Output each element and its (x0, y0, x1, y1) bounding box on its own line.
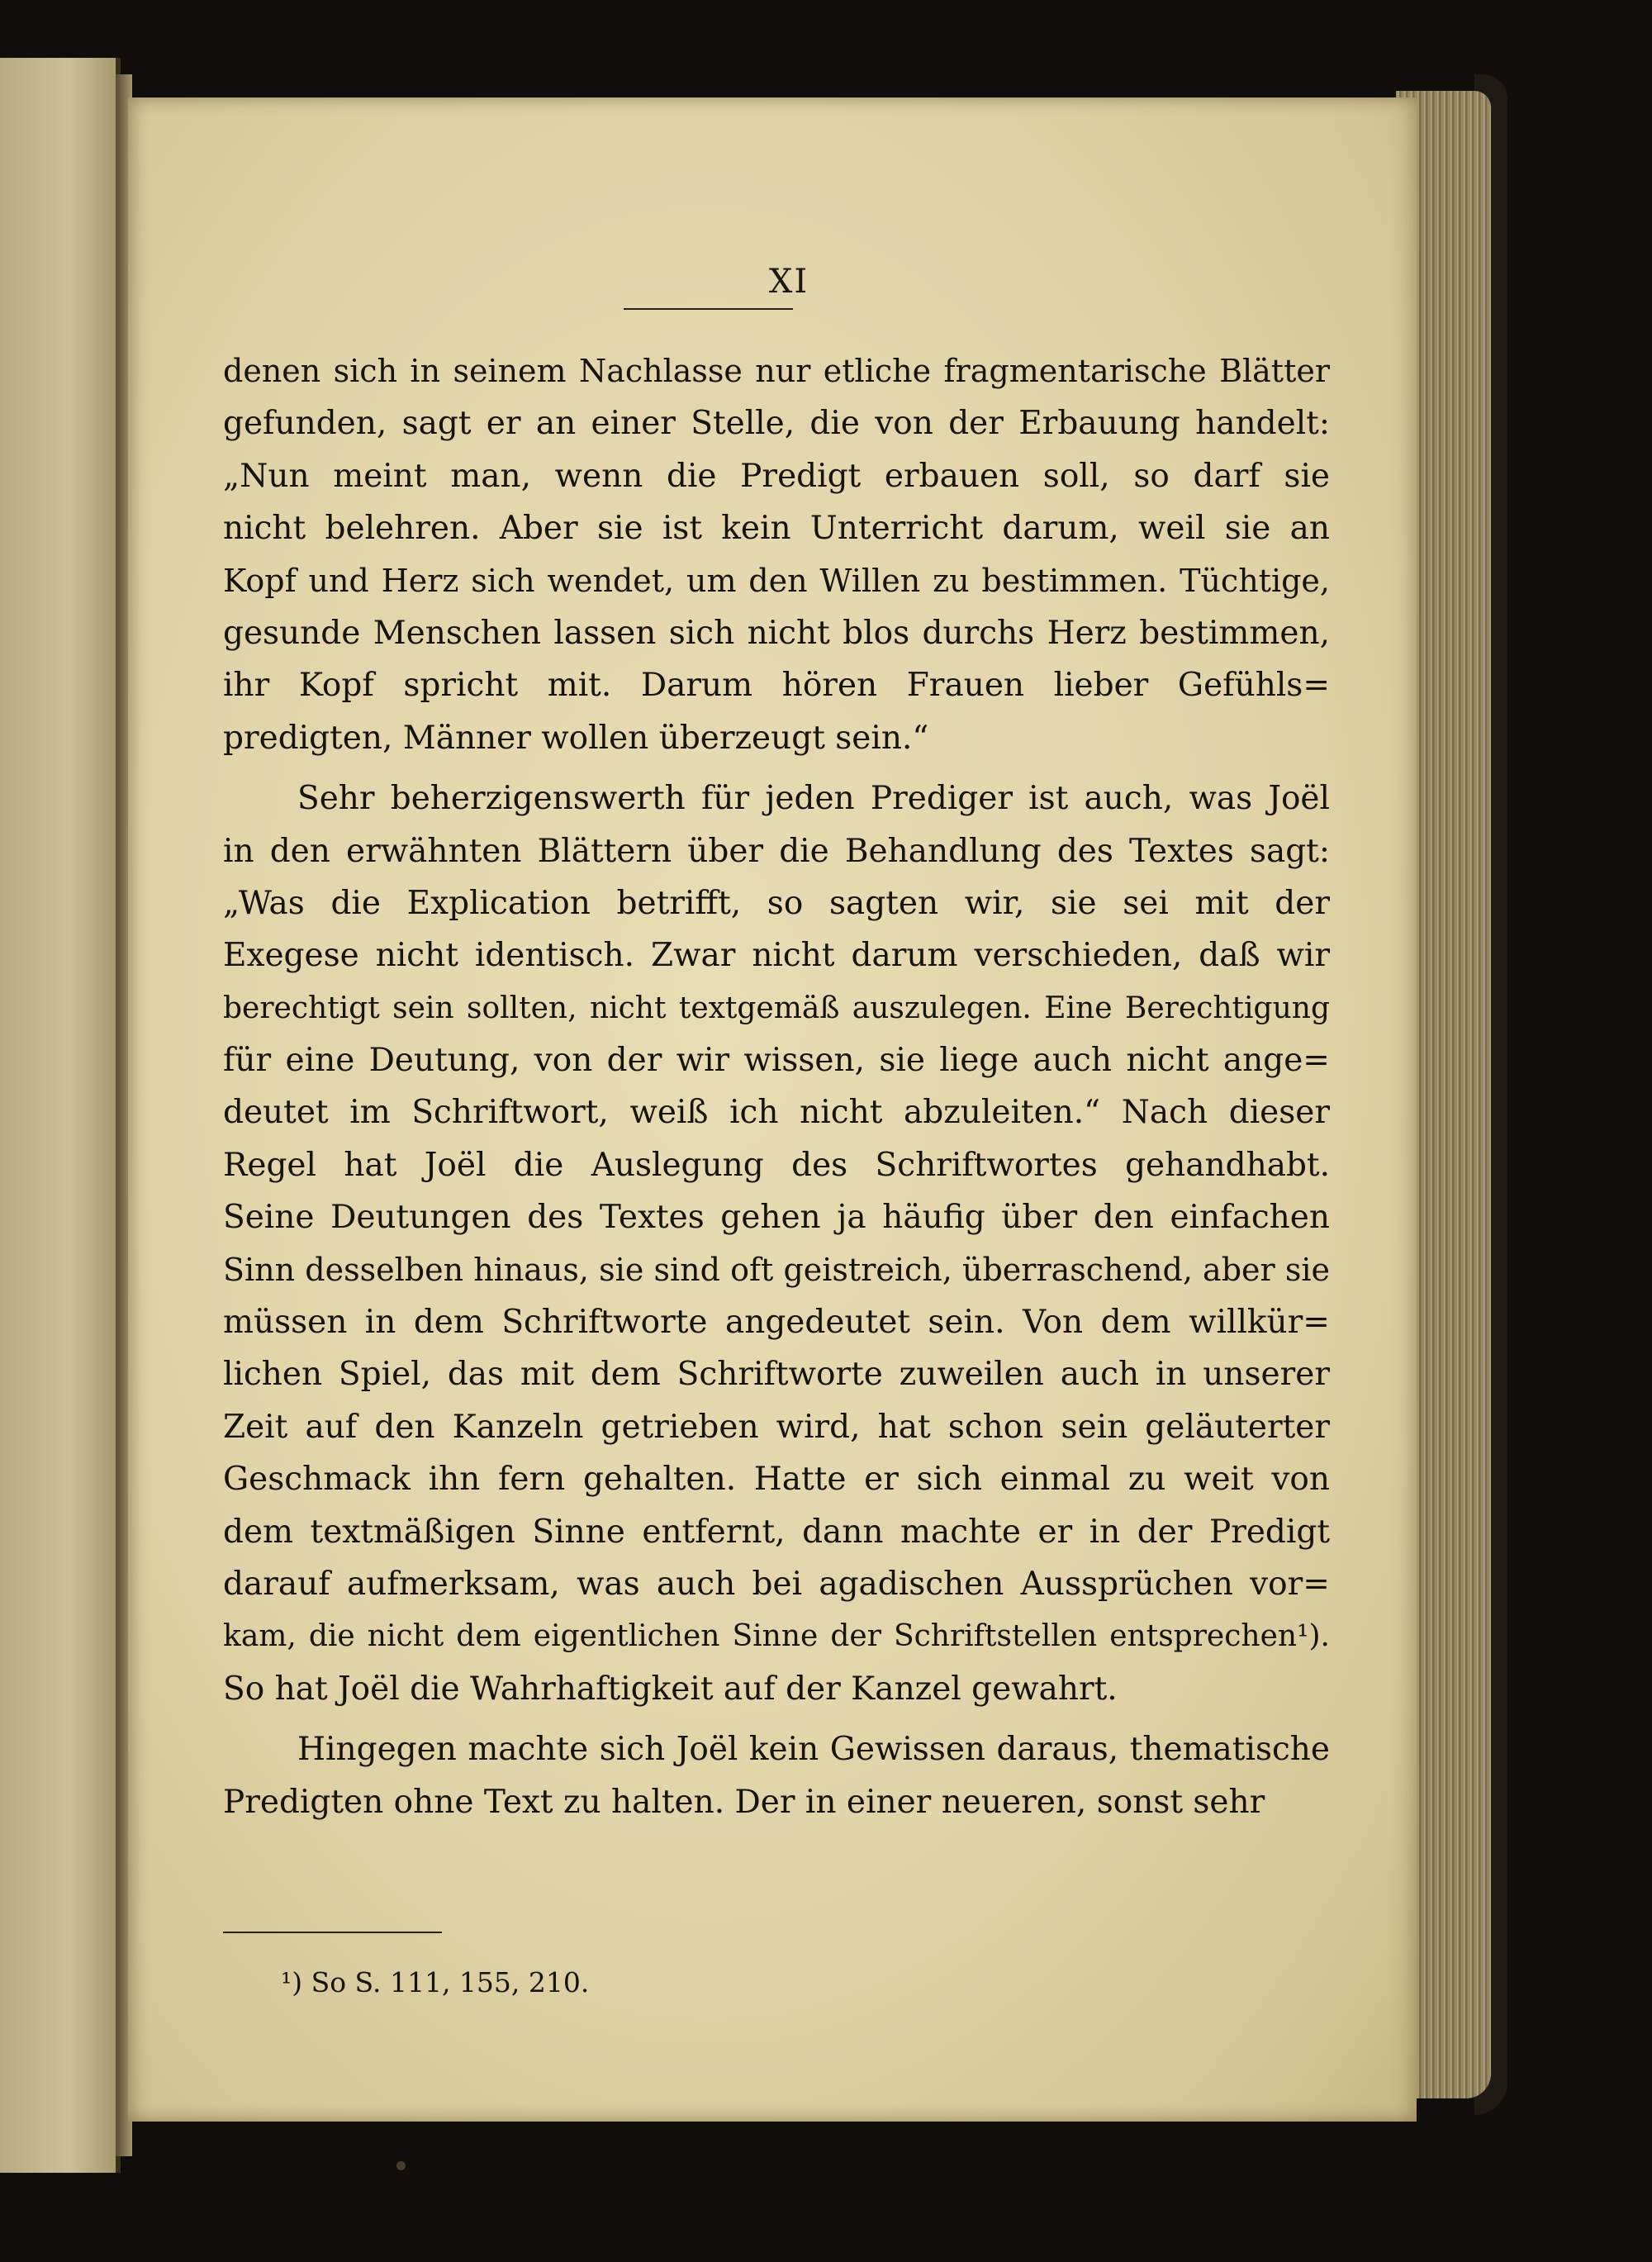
text-line: Seine Deutungen des Textes gehen ja häufig über den einfachen (223, 1199, 1330, 1237)
text-line: Zeit auf den Kanzeln getrieben wird, hat schon sein geläuterter (223, 1408, 1330, 1446)
text-line: Predigten ohne Text zu halten. Der in einer neueren, sonst sehr (223, 1783, 1265, 1821)
text-line: dem textmäßigen Sinne entfernt, dann machte er in der Predigt (223, 1513, 1330, 1551)
text-line: gesunde Menschen lassen sich nicht blos durchs Herz bestimmen, (223, 614, 1330, 652)
text-line: deutet im Schriftwort, weiß ich nicht abzuleiten.“ Nach dieser (223, 1094, 1330, 1132)
paragraph-gap (223, 1715, 1330, 1723)
text-line: „Was die Explication betrifft, so sagten wir, sie sei mit der (223, 884, 1330, 922)
page-body-text (223, 345, 1330, 1828)
paragraph (223, 772, 1330, 1715)
text-line: in den erwähnten Blättern über die Behandlung des Textes sagt: (223, 832, 1330, 870)
paragraph (223, 345, 1330, 764)
page-number-header (128, 263, 1417, 301)
text-line: Sehr beherzigenswerth für jeden Prediger ist auch, was Joël (297, 780, 1330, 818)
text-line: berechtigt sein sollten, nicht textgemäß auszulegen. Eine Berechtigung (223, 991, 1330, 1025)
text-line: Hingegen machte sich Joël kein Gewissen daraus, thematische (297, 1731, 1330, 1769)
page-number: XI (768, 263, 809, 301)
text-line: lichen Spiel, das mit dem Schriftworte zuweilen auch in unserer (223, 1356, 1330, 1394)
text-line: kam, die nicht dem eigentlichen Sinne der Schriftstellen entsprechen¹). (223, 1619, 1330, 1654)
text-line: denen sich in seinem Nachlasse nur etliche fragmentarische Blätter (223, 353, 1330, 389)
text-line: Exegese nicht identisch. Zwar nicht darum verschieden, daß wir (223, 937, 1330, 975)
text-line: gefunden, sagt er an einer Stelle, die von der Erbauung handelt: (223, 405, 1330, 443)
text-line: „Nun meint man, wenn die Predigt erbauen soll, so darf sie (223, 457, 1330, 495)
header-rule (624, 308, 793, 310)
text-line: für eine Deutung, von der wir wissen, sie liege auch nicht ange= (223, 1042, 1330, 1080)
book-page (128, 97, 1417, 2122)
paragraph (223, 1723, 1330, 1828)
paragraph-gap (223, 764, 1330, 772)
text-line: So hat Joël die Wahrhaftigkeit auf der Kanzel gewahrt. (223, 1670, 1118, 1708)
text-line: müssen in dem Schriftworte angedeutet sein. Von dem willkür= (223, 1304, 1330, 1342)
text-line: darauf aufmerksam, was auch bei agadischen Aussprüchen vor= (223, 1565, 1330, 1603)
paper-speck (396, 2161, 406, 2170)
text-line: Geschmack ihn fern gehalten. Hatte er sich einmal zu weit von (223, 1461, 1330, 1499)
footnote-rule (223, 1932, 442, 1933)
text-line: Kopf und Herz sich wendet, um den Willen zu bestimmen. Tüchtige, (223, 562, 1330, 599)
text-line: nicht belehren. Aber sie ist kein Unterricht darum, weil sie an (223, 510, 1330, 548)
text-line: ihr Kopf spricht mit. Darum hören Frauen lieber Gefühls= (223, 667, 1330, 705)
text-line: Sinn desselben hinaus, sie sind oft geistreich, überraschend, aber sie (223, 1251, 1330, 1288)
text-line: predigten, Männer wollen überzeugt sein.“ (223, 719, 929, 757)
footnote: ¹) So S. 111, 155, 210. (281, 1966, 590, 1998)
left-facing-page-edge (0, 58, 121, 2173)
text-line: Regel hat Joël die Auslegung des Schriftwortes gehandhabt. (223, 1146, 1330, 1184)
